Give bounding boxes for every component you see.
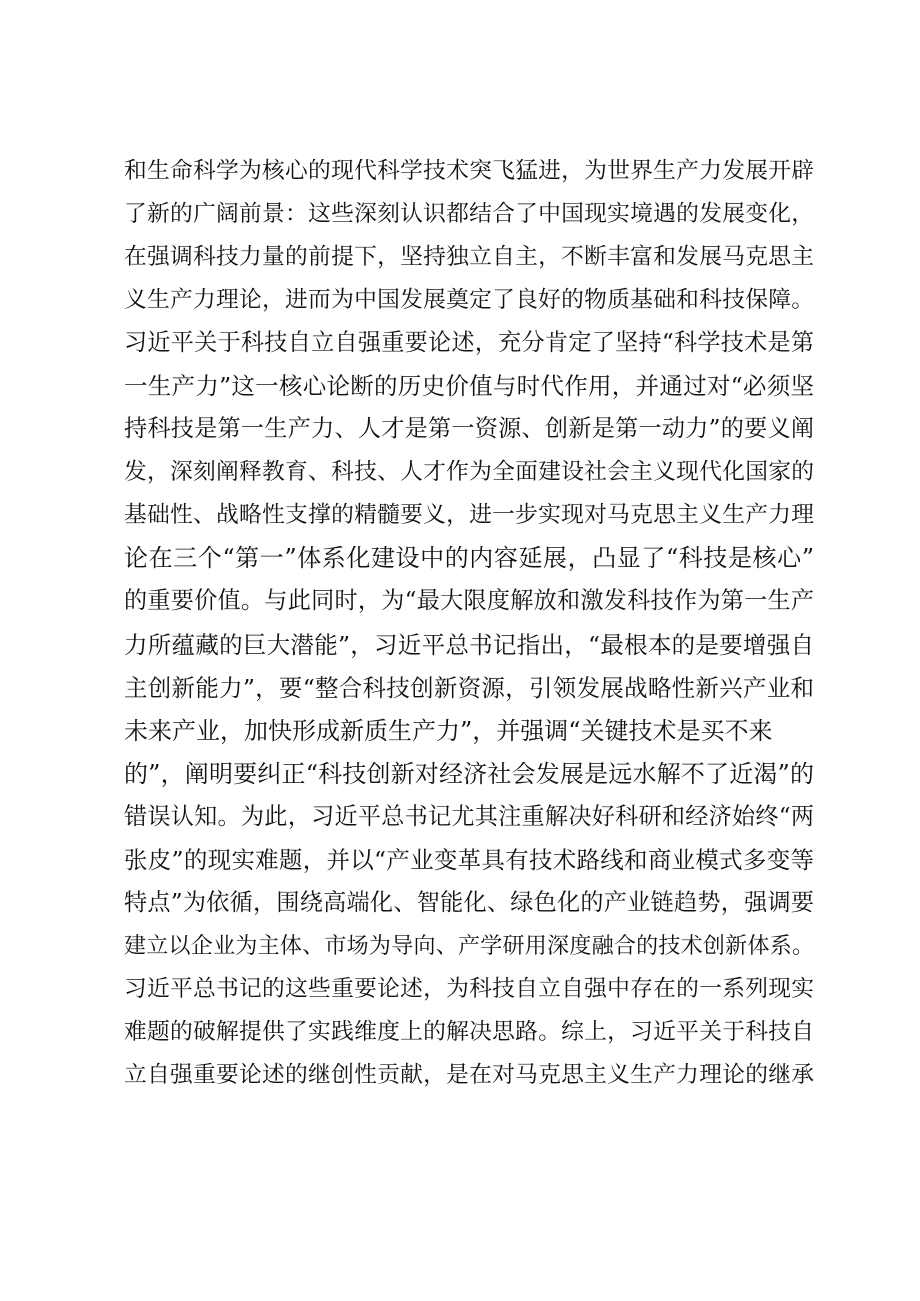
text-line: 的重要价值。与此同时，为“最大限度解放和激发科技作为第一生产 (124, 588, 814, 615)
text-line: 习近平总书记的这些重要论述，为科技自立自强中存在的一系列现实 (124, 975, 814, 1002)
text-line: 特点”为依循，围绕高端化、智能化、绿色化的产业链趋势，强调要 (124, 889, 814, 916)
text-line: 力所蕴藏的巨大潜能”，习近平总书记指出，“最根本的是要增强自 (124, 630, 814, 659)
text-line: 建立以企业为主体、市场为导向、产学研用深度融合的技术创新体系。 (124, 933, 814, 959)
text-line: 未来产业，加快形成新质生产力”，并强调“关键技术是买不来 (124, 716, 773, 745)
text-line: 基础性、战略性支撑的精髓要义，进一步实现对马克思主义生产力理 (124, 502, 814, 529)
text-line: 习近平关于科技自立自强重要论述，充分肯定了坚持“科学技术是第 (124, 330, 814, 357)
text-line: 义生产力理论，进而为中国发展奠定了良好的物质基础和科技保障。 (124, 287, 814, 314)
text-line: 发，深刻阐释教育、科技、人才作为全面建设社会主义现代化国家的 (124, 459, 814, 486)
text-line: 在强调科技力量的前提下，坚持独立自主，不断丰富和发展马克思主 (124, 244, 814, 271)
text-line: 论在三个“第一”体系化建设中的内容延展，凸显了“科技是核心” (124, 544, 814, 573)
text-line: 持科技是第一生产力、人才是第一资源、创新是第一动力”的要义阐 (124, 416, 814, 443)
text-line: 主创新能力”，要“整合科技创新资源，引领发展战略性新兴产业和 (124, 673, 814, 702)
text-line: 一生产力”这一核心论断的历史价值与时代作用，并通过对“必须坚 (124, 372, 814, 401)
text-line: 错误认知。为此，习近平总书记尤其注重解决好科研和经济始终“两 (124, 803, 814, 830)
text-line: 了新的广阔前景：这些深刻认识都结合了中国现实境遇的发展变化， (124, 201, 814, 228)
body-text (124, 150, 814, 1097)
text-line: 立自强重要论述的继创性贡献，是在对马克思主义生产力理论的继承 (124, 1061, 814, 1088)
text-line: 张皮”的现实难题，并以“产业变革具有技术路线和商业模式多变等 (124, 845, 814, 874)
text-line: 和生命科学为核心的现代科学技术突飞猛进，为世界生产力发展开辟 (124, 158, 814, 184)
text-line: 难题的破解提供了实践维度上的解决思路。综上，习近平关于科技自 (124, 1018, 814, 1045)
text-line: 的”，阐明要纠正“科技创新对经济社会发展是远水解不了近渴”的 (124, 759, 814, 788)
